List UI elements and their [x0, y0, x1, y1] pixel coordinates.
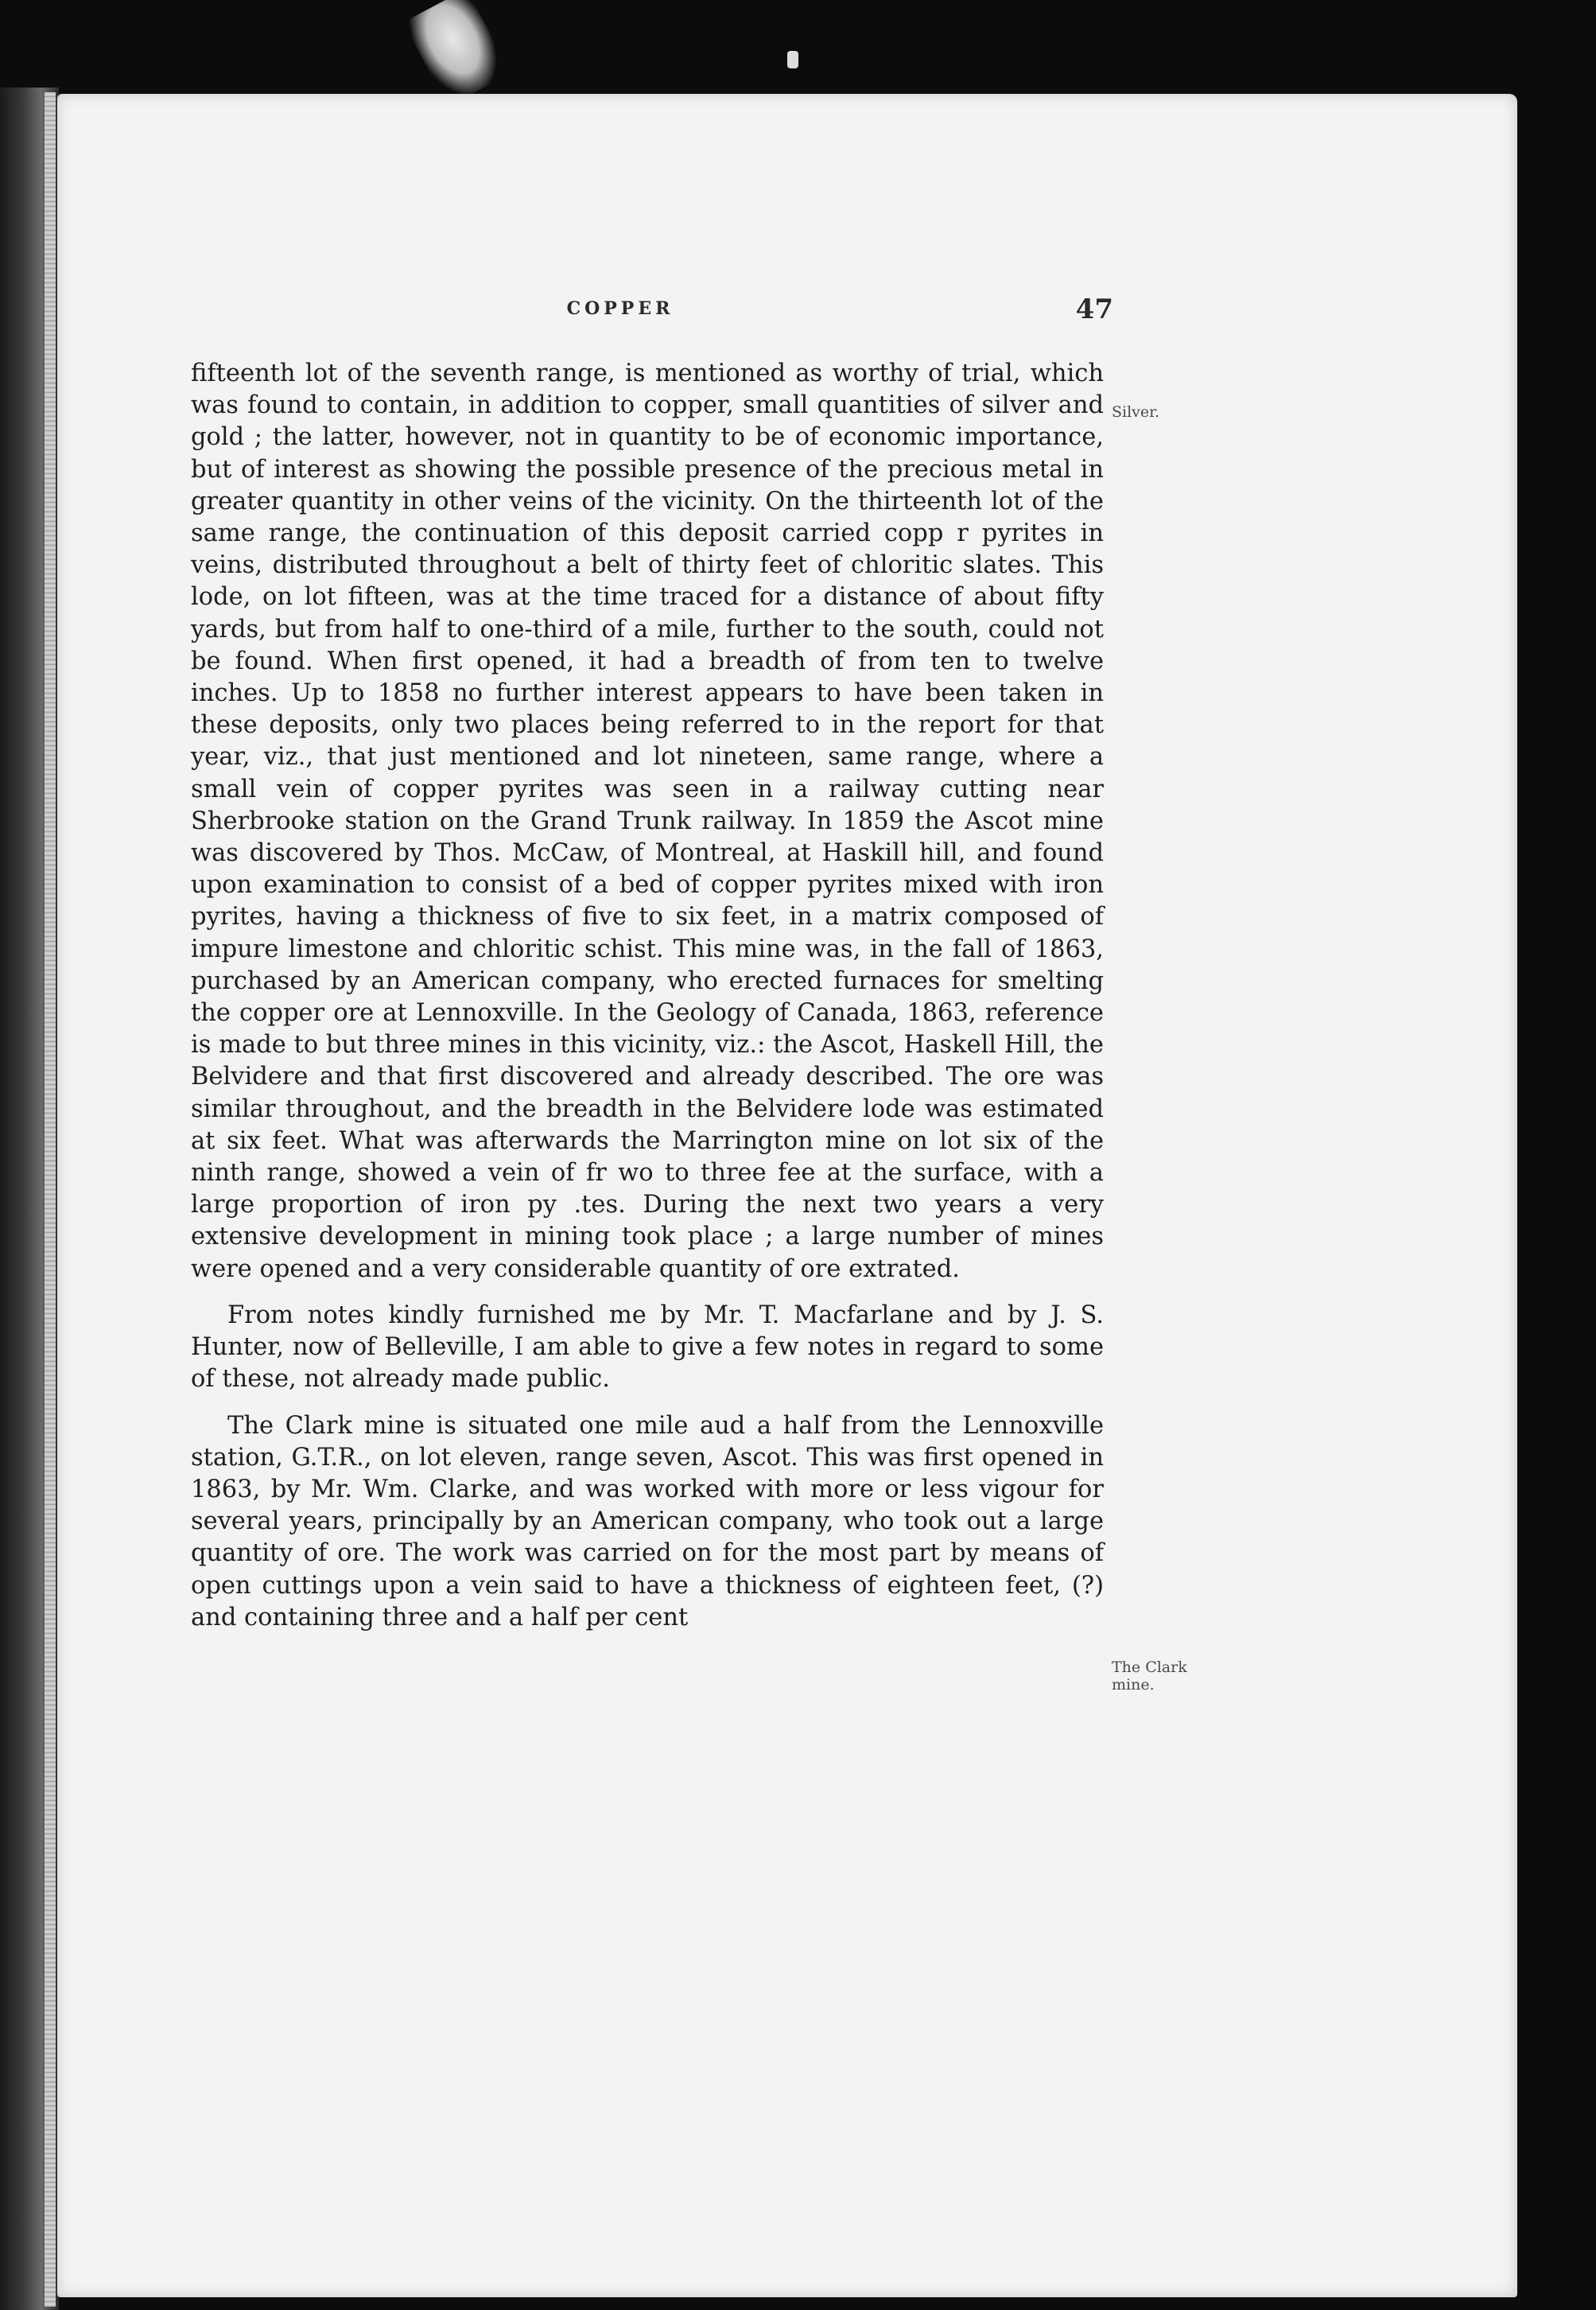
- page-binding-strip: [45, 92, 56, 2307]
- page-header: [127, 294, 1113, 330]
- margin-note-clark-mine: The Clark mine.: [1112, 1659, 1187, 1694]
- running-head: COPPER: [566, 298, 674, 319]
- page-number: 47: [1075, 294, 1113, 325]
- paragraph-3: The Clark mine is situated one mile aud a half from the Lennoxville station, G.T.R., on lot eleven, range seven, Ascot. This was first opened in 1863, by Mr. Wm. Clarke, and was worked with more or less vigour for several years, principally by an American company, who took out a large quantity of ore. The work was carried on for the most part by means of open cuttings upon a vein said to have a thickness of eighteen feet, (?) and containing three and a half per cent: [191, 1411, 1104, 1631]
- paragraph-1: fifteenth lot of the seventh range, is mentioned as worthy of trial, which was found to contain, in addition to copper, small quantities of silver and gold ; the latter, however, not in quantity to be of economic importance, but of interest as showing the possible presence of the precious metal in greater quantity in other veins of the vicinity. On the thirteenth lot of the same range, the continuation of this deposit carried copp r pyrites in veins, distributed throughout a belt of thirty feet of chloritic slates. This lode, on lot fifteen, was at the time traced for a distance of about fifty yards, but from half to one-third of a mile, further to the south, could not be found. When first opened, it had a breadth of from ten to twelve inches. Up to 1858 no further interest appears to have been taken in these deposits, only two places being referred to in the report for that year, viz., that just mentioned and lot nineteen, same range, where a small vein of copper pyrites was seen in a railway cutting near Sherbrooke station on the Grand Trunk railway. In 1859 the Ascot mine was discovered by Thos. McCaw, of Montreal, at Haskill hill, and found upon examination to consist of a bed of copper pyrites mixed with iron pyrites, having a thickness of five to six feet, in a matrix composed of impure limestone and chloritic schist. This mine was, in the fall of 1863, purchased by an American company, who erected furnaces for smelting the copper ore at Lennoxville. In the Geology of Canada, 1863, reference is made to but three mines in this vicinity, viz.: the Ascot, Haskell Hill, the Belvidere and that first discovered and already described. The ore was similar throughout, and the breadth in the Belvidere lode was estimated at six feet. What was afterwards the Marrington mine on lot six of the ninth range, showed a vein of fr wo to three fee at the surface, with a large proportion of iron py .tes. During the next two years a very extensive development in mining took place ; a large number of mines were opened and a very considerable quantity of ore extrated.: [191, 360, 1104, 1283]
- paragraph-2: From notes kindly furnished me by Mr. T. Macfarlane and by J. S. Hunter, now of Belleville, I am able to give a few notes in regard to some of these, not already made public.: [191, 1301, 1104, 1394]
- margin-note-silver: Silver.: [1112, 403, 1160, 421]
- body-text: [191, 358, 1104, 1634]
- scan-artifact: [787, 51, 798, 68]
- scan-smudge: [403, 0, 511, 107]
